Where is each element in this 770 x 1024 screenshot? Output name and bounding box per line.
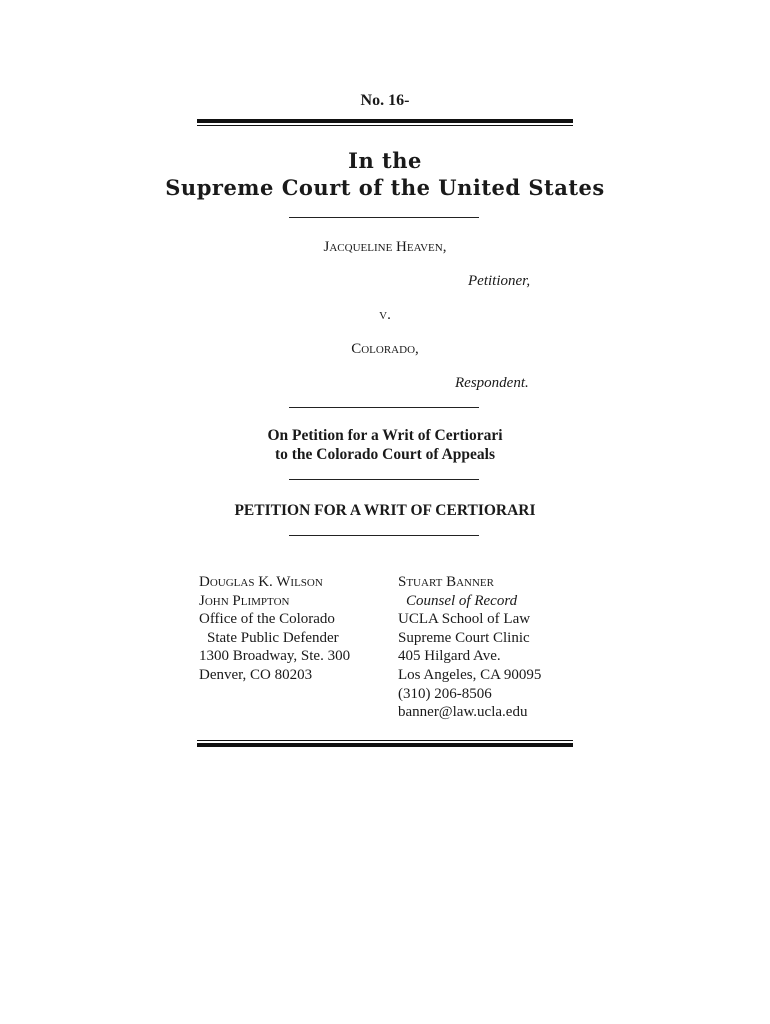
document-title: PETITION FOR A WRIT OF CERTIORARI (234, 502, 536, 519)
petitioner-role: Petitioner, (468, 273, 531, 289)
petitioner-name: Jacqueline Heaven, (323, 239, 447, 255)
office-line: Office of the Colorado (199, 611, 335, 628)
divider-rule (289, 479, 479, 480)
court-heading-line1: In the (348, 148, 422, 173)
docket-number: No. 16- (360, 92, 410, 109)
writ-line1: On Petition for a Writ of Certiorari (267, 427, 503, 444)
top-double-rule-thin (197, 125, 573, 126)
bottom-double-rule-thick (197, 743, 573, 747)
right-counsel-block (398, 573, 598, 722)
address-line: 1300 Broadway, Ste. 300 (199, 648, 351, 665)
counsel-name: Douglas K. Wilson (199, 574, 323, 590)
email-line: banner@law.ucla.edu (398, 704, 528, 721)
top-double-rule-thick (197, 119, 573, 123)
counsel-role: Counsel of Record (406, 592, 518, 609)
versus: v. (379, 307, 391, 323)
respondent-name: Colorado, (351, 341, 419, 357)
phone-line: (310) 206-8506 (398, 685, 492, 702)
bottom-double-rule-thin (197, 740, 573, 741)
address-line: Los Angeles, CA 90095 (398, 666, 542, 683)
respondent-role: Respondent. (455, 375, 529, 391)
writ-line2: to the Colorado Court of Appeals (274, 446, 495, 463)
office-line: State Public Defender (207, 629, 339, 646)
divider-rule (289, 217, 479, 218)
counsel-name: John Plimpton (199, 592, 290, 609)
divider-rule (289, 535, 479, 536)
court-heading-line2: Supreme Court of the United States (165, 175, 605, 200)
left-counsel-block (199, 573, 389, 685)
address-line: Denver, CO 80203 (199, 666, 313, 683)
org-line: Supreme Court Clinic (398, 629, 530, 646)
address-line: 405 Hilgard Ave. (398, 648, 501, 665)
org-line: UCLA School of Law (398, 611, 531, 628)
counsel-name: Stuart Banner (398, 574, 494, 590)
divider-rule (289, 407, 479, 408)
